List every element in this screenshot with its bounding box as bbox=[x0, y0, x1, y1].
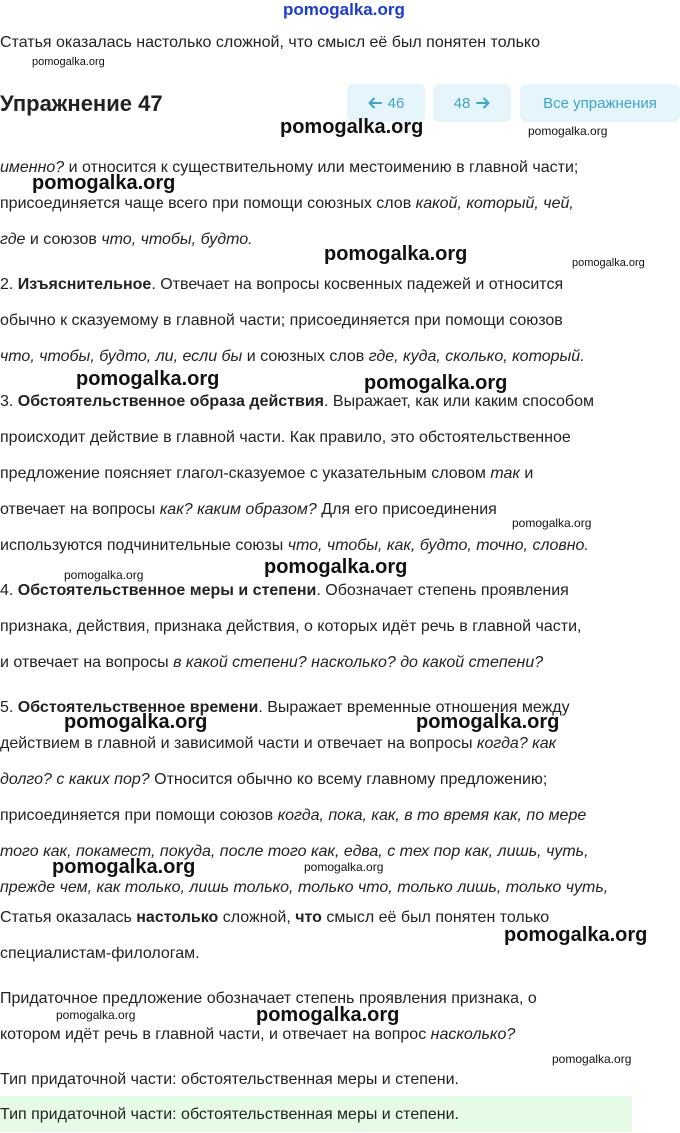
p3-line5: используются подчинительные союзы что, чтобы, как, будто, точно, словно. bbox=[0, 537, 589, 554]
p4-line1: 4. Обстоятельственное меры и степени. Обозначает степень проявления bbox=[0, 582, 569, 599]
arrow-right-icon bbox=[476, 96, 490, 110]
watermark: pomogalka.org bbox=[64, 568, 144, 582]
watermark: pomogalka.org bbox=[52, 856, 196, 878]
next-exercise-button[interactable] bbox=[433, 84, 511, 122]
prev-exercise-label: 46 bbox=[387, 94, 405, 112]
all-exercises-button[interactable] bbox=[520, 84, 680, 122]
explain-line2: котором идёт речь в главной части, и отвечает на вопрос насколько? bbox=[0, 1026, 516, 1043]
sentence-line2: специалистам-филологам. bbox=[0, 945, 200, 962]
watermark: pomogalka.org bbox=[364, 372, 508, 394]
p5-line4: присоединяется при помощи союзов когда, пока, как, в то время как, по мере bbox=[0, 807, 587, 824]
p3-line4: отвечает на вопросы как? каким образом? Для его присоединения bbox=[0, 501, 497, 518]
p5-line6: прежде чем, как только, лишь только, только что, только лишь, только чуть, bbox=[0, 879, 609, 896]
p3-line2: происходит действие в главной части. Как правило, это обстоятельственное bbox=[0, 429, 571, 446]
p5-line5: того как, покамест, покуда, после того как, едва, с тех пор как, лишь, чуть, bbox=[0, 843, 589, 860]
watermark: pomogalka.org bbox=[552, 1052, 632, 1066]
watermark: pomogalka.org bbox=[76, 368, 220, 390]
p1-line3: где и союзов что, чтобы, будто. bbox=[0, 231, 253, 248]
watermark: pomogalka.org bbox=[416, 711, 560, 733]
arrow-left-icon bbox=[368, 96, 382, 110]
p3-line3: предложение поясняет глагол-сказуемое с указательным словом так и bbox=[0, 465, 534, 482]
p5-line2: действием в главной и зависимой части и отвечает на вопросы когда? как bbox=[0, 735, 557, 752]
p4-line3: и отвечает на вопросы в какой степени? насколько? до какой степени? bbox=[0, 654, 544, 671]
p5-line1: 5. Обстоятельственное времени. Выражает временные отношения между bbox=[0, 699, 570, 716]
watermark: pomogalka.org bbox=[32, 56, 105, 68]
watermark: pomogalka.org bbox=[528, 124, 608, 138]
all-exercises-label: Все упражнения bbox=[543, 94, 657, 112]
watermark: pomogalka.org bbox=[324, 243, 468, 265]
p1-line1: именно? и относится к существительному или местоимению в главной части; bbox=[0, 159, 579, 176]
watermark: pomogalka.org bbox=[504, 924, 648, 946]
watermark: pomogalka.org bbox=[56, 1008, 136, 1022]
p2-line3: что, чтобы, будто, ли, если бы и союзных слов где, куда, сколько, который. bbox=[0, 348, 585, 365]
type-line: Тип придаточной части: обстоятельственная меры и степени. bbox=[0, 1071, 459, 1088]
answer-line: Тип придаточной части: обстоятельственная меры и степени. bbox=[0, 1106, 459, 1123]
watermark: pomogalka.org bbox=[264, 556, 408, 578]
next-exercise-label: 48 bbox=[453, 94, 471, 112]
p3-line1: 3. Обстоятельственное образа действия. Выражает, как или каким способом bbox=[0, 393, 594, 410]
watermark: pomogalka.org bbox=[304, 860, 384, 874]
p2-line2: обычно к сказуемому в главной части; присоединяется при помощи союзов bbox=[0, 312, 563, 329]
watermark: pomogalka.org bbox=[572, 257, 645, 269]
page-title: Упражнение 47 bbox=[0, 91, 163, 116]
watermark: pomogalka.org bbox=[64, 711, 208, 733]
watermark: pomogalka.org bbox=[32, 172, 176, 194]
p1-line2: присоединяется чаще всего при помощи союзных слов какой, который, чей, bbox=[0, 195, 574, 212]
watermark: pomogalka.org bbox=[512, 516, 592, 530]
explain-line1: Придаточное предложение обозначает степень проявления признака, о bbox=[0, 990, 537, 1007]
p2-line1: 2. Изъяснительное. Отвечает на вопросы косвенных падежей и относится bbox=[0, 276, 564, 293]
p4-line2: признака, действия, признака действия, о которых идёт речь в главной части, bbox=[0, 618, 582, 635]
watermark: pomogalka.org bbox=[280, 116, 424, 138]
top-text: Статья оказалась настолько сложной, что смысл её был понятен только bbox=[0, 34, 540, 51]
p5-line3: долго? с каких пор? Относится обычно ко всему главному предложению; bbox=[0, 771, 548, 788]
watermark-top: pomogalka.org bbox=[283, 0, 405, 19]
watermark: pomogalka.org bbox=[256, 1004, 400, 1026]
sentence-line1: Статья оказалась настолько сложной, что смысл её был понятен только bbox=[0, 909, 550, 926]
